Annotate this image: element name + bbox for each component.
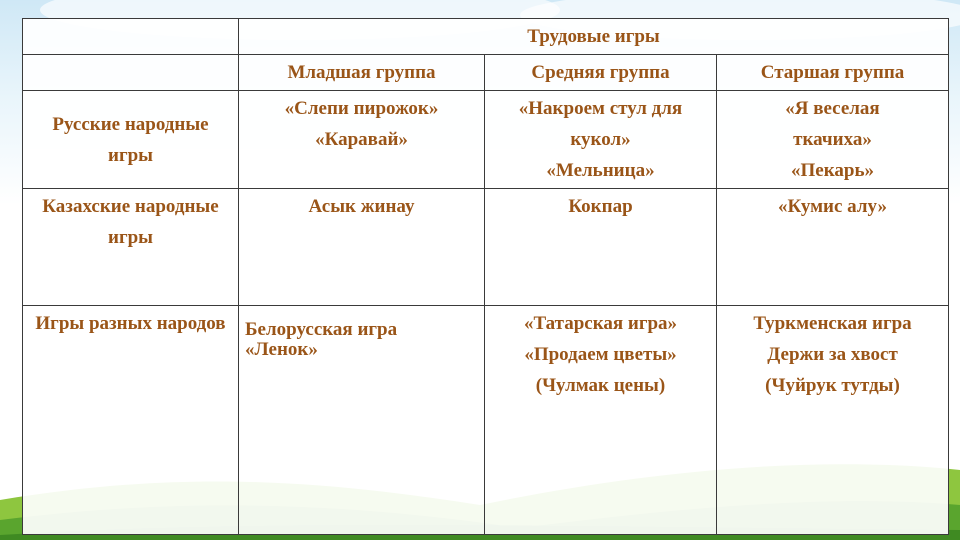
row-label: [23, 91, 239, 189]
games-table: [22, 18, 949, 535]
table-cell: [485, 91, 717, 189]
game-name: «Мельница»: [546, 160, 655, 181]
table-cell: [485, 306, 717, 535]
game-name: (Чуйрук тутды): [765, 375, 900, 396]
game-name: Туркменская игра: [753, 313, 912, 334]
table-row: [23, 189, 949, 306]
game-name: Белорусская игра: [245, 319, 398, 340]
row-label: [23, 189, 239, 306]
group-header-senior: Старшая группа: [717, 55, 949, 91]
game-name: «Накроем стул для: [518, 98, 683, 119]
game-name: «Татарская игра»: [523, 313, 678, 334]
row-label-text: Русские народные игры: [52, 113, 209, 166]
table-cell: [239, 91, 485, 189]
row-label-text: Игры разных народов: [35, 313, 226, 334]
row-label-text: Казахские народные игры: [42, 196, 219, 248]
header-title: Трудовые игры: [239, 19, 949, 55]
table-row: [23, 306, 949, 535]
game-name: «Ленок»: [245, 339, 318, 360]
game-name: «Пекарь»: [791, 160, 874, 181]
game-name: Кокпар: [568, 196, 633, 217]
game-name: «Слепи пирожок»: [284, 98, 439, 119]
group-header-middle: Средняя группа: [485, 55, 717, 91]
table-cell: [239, 189, 485, 306]
empty-corner-cell: [23, 19, 239, 55]
table-header-row: [23, 19, 949, 55]
game-name: Асык жинау: [308, 196, 415, 217]
game-name: «Каравай»: [315, 129, 408, 150]
row-label: [23, 306, 239, 535]
game-name: «Кумис алу»: [778, 196, 887, 217]
group-header-row: [23, 55, 949, 91]
game-name: «Я веселая: [785, 98, 880, 119]
table-row: [23, 91, 949, 189]
game-name: кукол»: [570, 129, 631, 150]
game-name: Держи за хвост: [767, 344, 898, 365]
game-name: ткачиха»: [793, 129, 872, 150]
table-cell: [485, 189, 717, 306]
table-cell: [239, 306, 485, 535]
empty-corner-cell: [23, 55, 239, 91]
group-header-junior: Младшая группа: [239, 55, 485, 91]
game-name: «Продаем цветы»: [524, 344, 677, 365]
table-cell: [717, 306, 949, 535]
table-cell: [717, 91, 949, 189]
game-name: (Чулмак цены): [535, 375, 666, 396]
table-cell: [717, 189, 949, 306]
